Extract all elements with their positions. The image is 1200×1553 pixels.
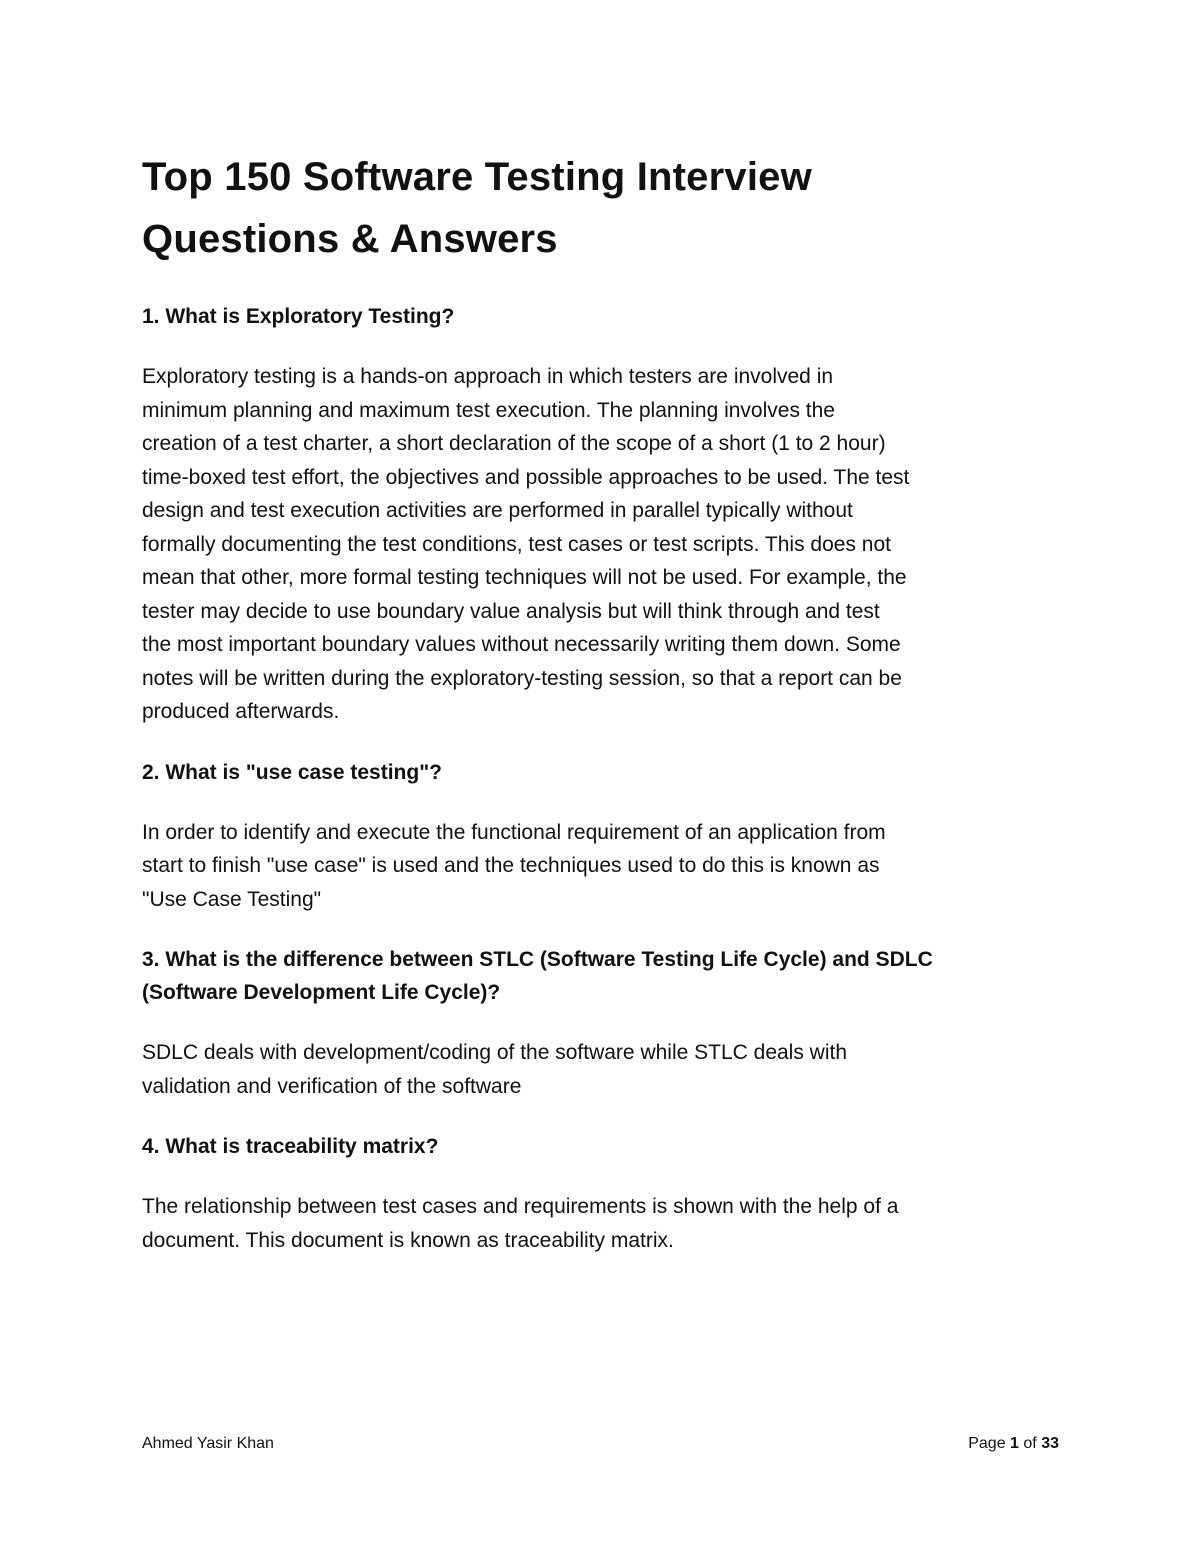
footer-page-of: of: [1023, 1435, 1037, 1452]
footer-page-number: [968, 1432, 1059, 1456]
question-4-answer: The relationship between test cases and requirements is shown with the help of a document. This document is known as traceability matrix.: [142, 1195, 899, 1252]
page-content: [142, 146, 1062, 1257]
document-title-line2: Questions & Answers: [142, 217, 558, 261]
footer-page-total: 33: [1041, 1435, 1059, 1452]
question-1-heading: 1. What is Exploratory Testing?: [142, 305, 455, 328]
question-2-heading: 2. What is "use case testing"?: [142, 760, 442, 784]
document-title-line1: Top 150 Software Testing Interview: [142, 155, 812, 199]
question-2-answer: In order to identify and execute the functional requirement of an application from start to finish "use case" is used and the techniques used to do this is known as "Use Case Testing": [142, 820, 886, 911]
question-4-heading: 4. What is traceability matrix?: [142, 1135, 439, 1158]
question-3-answer: SDLC deals with development/coding of the software while STLC deals with validation and verification of the software: [142, 1041, 848, 1098]
question-1-answer: Exploratory testing is a hands-on approach in which testers are involved in minimum planning and maximum test execution. The planning involves the creation of a test charter, a short declaration of the scope of a short (1 to 2 hour) time-boxed test effort, the objectives and possible approaches to be used. The test design and test execution activities are performed in parallel typically without formally documenting the test conditions, test cases or test scripts. This does not mean that other, more formal testing techniques will not be used. For example, the tester may decide to use boundary value analysis but will think through and test the most important boundary values without necessarily writing them down. Some notes will be written during the exploratory-testing session, so that a report can be produced afterwards.: [142, 365, 910, 723]
document-title: [142, 146, 1062, 270]
question-3-heading: 3. What is the difference between STLC (Software Testing Life Cycle) and SDLC (Software Development Life Cycle)?: [142, 948, 933, 1004]
footer-author: Ahmed Yasir Khan: [142, 1435, 274, 1452]
footer-page-label: Page: [968, 1435, 1006, 1452]
footer-page-current: 1: [1010, 1435, 1019, 1452]
